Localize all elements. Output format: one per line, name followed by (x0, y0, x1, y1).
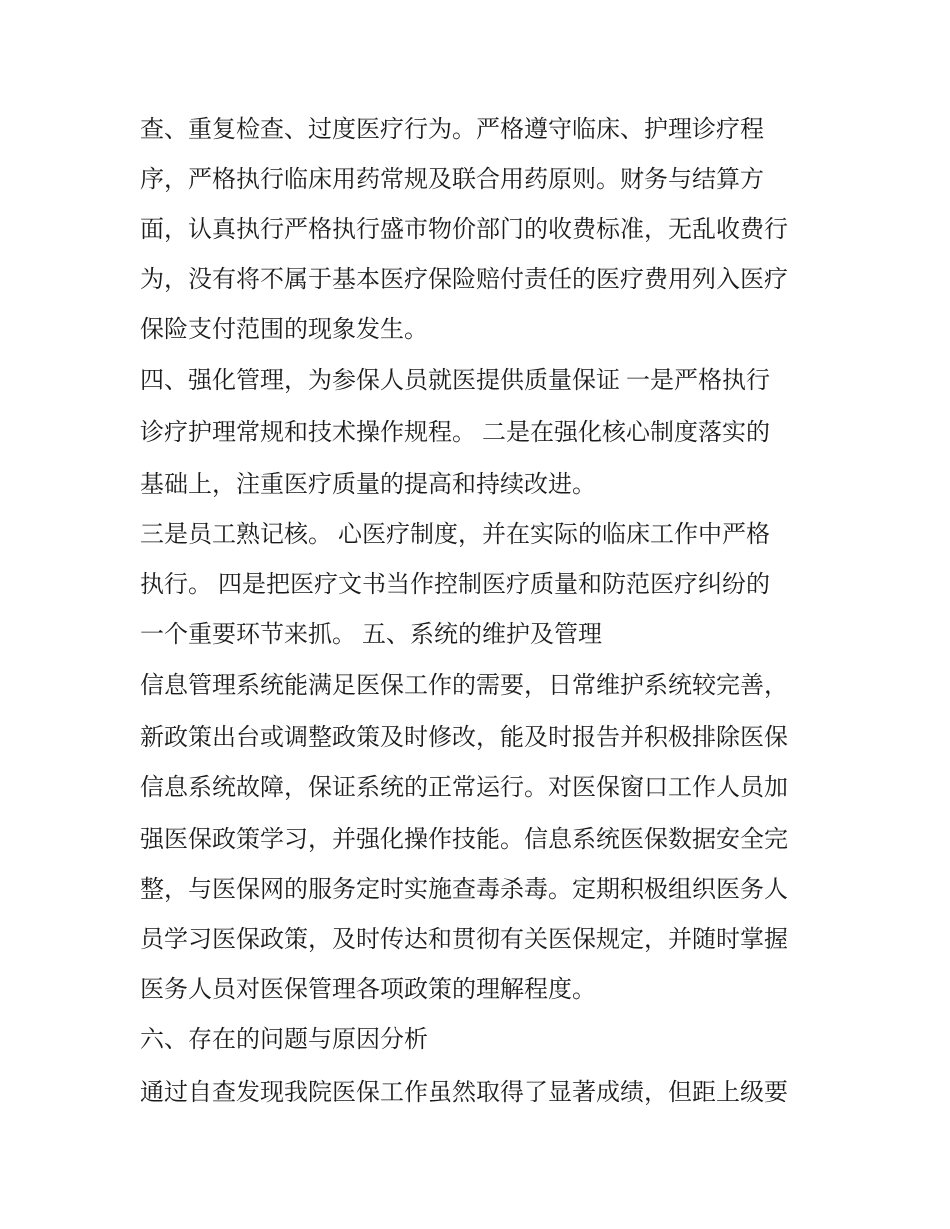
text-line: 诊疗护理常规和技术操作规程。 二是在强化核心制度落实的 (140, 420, 770, 446)
text-line: 基础上，注重医疗质量的提高和持续改进。 (140, 472, 596, 498)
text-line: 新政策出台或调整政策及时修改，能及时报告并积极排除医保 (140, 725, 788, 751)
text-line: 员学习医保政策，及时传达和贯彻有关医保规定，并随时掌握 (140, 927, 788, 953)
text-line: 通过自查发现我院医保工作虽然取得了显著成绩，但距上级要 (140, 1080, 788, 1106)
section-heading-line: 四、强化管理，为参保人员就医提供质量保证 一是严格执行 (140, 368, 770, 394)
text-line: 信息系统故障，保证系统的正常运行。对医保窗口工作人员加 (140, 775, 788, 801)
section-heading-line: 六、存在的问题与原因分析 (140, 1027, 428, 1053)
text-line: 保险支付范围的现象发生。 (140, 317, 428, 343)
text-line: 面，认真执行严格执行盛市物价部门的收费标准，无乱收费行 (140, 217, 788, 243)
text-line: 三是员工熟记核。 心医疗制度，并在实际的临床工作中严格 (140, 522, 770, 548)
text-line: 序，严格执行临床用药常规及联合用药原则。财务与结算方 (140, 167, 764, 193)
text-line: 强医保政策学习，并强化操作技能。信息系统医保数据安全完 (140, 827, 788, 853)
text-line: 一个重要环节来抓。 五、系统的维护及管理 (140, 622, 602, 648)
text-line: 整，与医保网的服务定时实施查毒杀毒。定期积极组织医务人 (140, 877, 788, 903)
text-line: 医务人员对医保管理各项政策的理解程度。 (140, 977, 596, 1003)
text-line: 信息管理系统能满足医保工作的需要，日常维护系统较完善， (140, 673, 788, 699)
text-line: 为，没有将不属于基本医疗保险赔付责任的医疗费用列入医疗 (140, 267, 788, 293)
text-line: 执行。 四是把医疗文书当作控制医疗质量和防范医疗纠纷的 (140, 572, 770, 598)
text-line: 查、重复检查、过度医疗行为。严格遵守临床、护理诊疗程 (140, 117, 764, 143)
